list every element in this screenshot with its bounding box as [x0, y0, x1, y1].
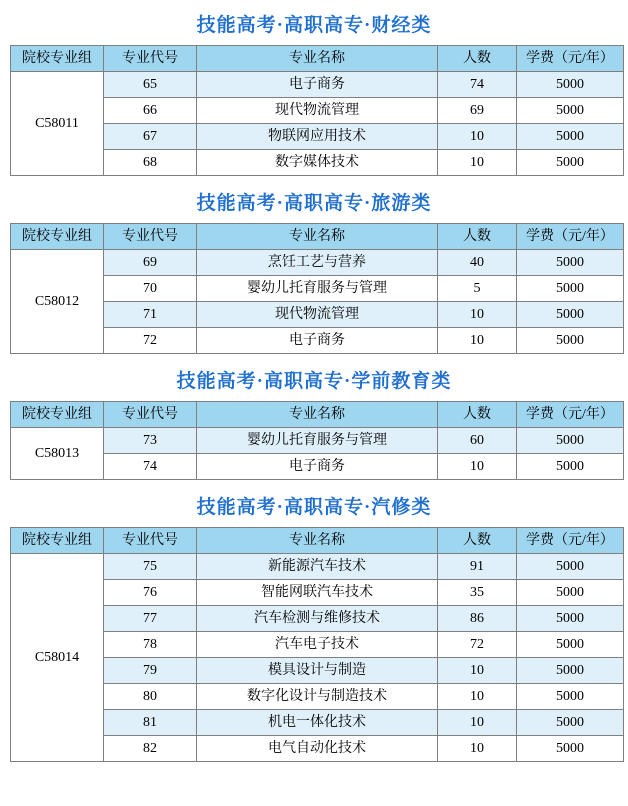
column-header-code: 专业代号 [104, 224, 197, 250]
table-header-row [11, 224, 624, 250]
column-header-name: 专业名称 [197, 46, 438, 72]
major-fee: 5000 [517, 684, 624, 710]
major-fee: 5000 [517, 632, 624, 658]
table-row [11, 554, 624, 580]
major-fee: 5000 [517, 250, 624, 276]
column-header-code: 专业代号 [104, 402, 197, 428]
major-count: 10 [438, 658, 517, 684]
table-row [11, 428, 624, 454]
table-header-row [11, 46, 624, 72]
majors-table [10, 401, 624, 480]
group-code-cell: C58011 [11, 72, 104, 176]
column-header-fee: 学费（元/年） [517, 224, 624, 250]
column-header-group: 院校专业组 [11, 528, 104, 554]
section-title: 技能高考·高职高专·汽修类 [196, 497, 432, 518]
major-name: 汽车电子技术 [197, 632, 438, 658]
column-header-group: 院校专业组 [11, 402, 104, 428]
major-count: 91 [438, 554, 517, 580]
major-count: 10 [438, 124, 517, 150]
major-code: 77 [104, 606, 197, 632]
column-header-fee: 学费（元/年） [517, 528, 624, 554]
major-name: 电子商务 [197, 454, 438, 480]
major-name: 模具设计与制造 [197, 658, 438, 684]
major-count: 10 [438, 302, 517, 328]
major-code: 78 [104, 632, 197, 658]
column-header-fee: 学费（元/年） [517, 402, 624, 428]
major-code: 67 [104, 124, 197, 150]
majors-table [10, 45, 624, 176]
major-fee: 5000 [517, 72, 624, 98]
major-fee: 5000 [517, 736, 624, 762]
major-code: 81 [104, 710, 197, 736]
major-count: 74 [438, 72, 517, 98]
major-fee: 5000 [517, 302, 624, 328]
major-fee: 5000 [517, 276, 624, 302]
major-name: 电气自动化技术 [197, 736, 438, 762]
major-name: 现代物流管理 [197, 98, 438, 124]
major-name: 物联网应用技术 [197, 124, 438, 150]
section-lvyou [10, 178, 618, 354]
major-count: 10 [438, 684, 517, 710]
column-header-code: 专业代号 [104, 528, 197, 554]
major-name: 婴幼儿托育服务与管理 [197, 276, 438, 302]
column-header-count: 人数 [438, 46, 517, 72]
column-header-group: 院校专业组 [11, 46, 104, 72]
major-count: 10 [438, 454, 517, 480]
table-row [11, 250, 624, 276]
major-count: 72 [438, 632, 517, 658]
major-fee: 5000 [517, 658, 624, 684]
major-count: 10 [438, 328, 517, 354]
major-code: 66 [104, 98, 197, 124]
major-name: 烹饪工艺与营养 [197, 250, 438, 276]
major-count: 60 [438, 428, 517, 454]
major-name: 汽车检测与维修技术 [197, 606, 438, 632]
major-name: 现代物流管理 [197, 302, 438, 328]
major-name: 数字媒体技术 [197, 150, 438, 176]
major-name: 新能源汽车技术 [197, 554, 438, 580]
column-header-code: 专业代号 [104, 46, 197, 72]
major-name: 电子商务 [197, 72, 438, 98]
major-name: 电子商务 [197, 328, 438, 354]
major-name: 智能网联汽车技术 [197, 580, 438, 606]
major-code: 75 [104, 554, 197, 580]
major-code: 80 [104, 684, 197, 710]
column-header-count: 人数 [438, 224, 517, 250]
column-header-name: 专业名称 [197, 528, 438, 554]
group-code-cell: C58012 [11, 250, 104, 354]
major-code: 79 [104, 658, 197, 684]
major-name: 婴幼儿托育服务与管理 [197, 428, 438, 454]
major-code: 72 [104, 328, 197, 354]
major-fee: 5000 [517, 150, 624, 176]
group-code-cell: C58013 [11, 428, 104, 480]
table-header-row [11, 402, 624, 428]
major-code: 76 [104, 580, 197, 606]
section-qixiu [10, 482, 618, 762]
column-header-name: 专业名称 [197, 402, 438, 428]
major-fee: 5000 [517, 124, 624, 150]
major-fee: 5000 [517, 98, 624, 124]
major-fee: 5000 [517, 580, 624, 606]
major-count: 40 [438, 250, 517, 276]
major-fee: 5000 [517, 710, 624, 736]
major-code: 65 [104, 72, 197, 98]
major-count: 69 [438, 98, 517, 124]
column-header-group: 院校专业组 [11, 224, 104, 250]
section-title: 技能高考·高职高专·财经类 [196, 15, 432, 36]
major-count: 10 [438, 710, 517, 736]
major-fee: 5000 [517, 428, 624, 454]
major-code: 82 [104, 736, 197, 762]
group-code-cell: C58014 [11, 554, 104, 762]
major-fee: 5000 [517, 328, 624, 354]
major-count: 86 [438, 606, 517, 632]
major-count: 35 [438, 580, 517, 606]
section-title: 技能高考·高职高专·旅游类 [196, 193, 432, 214]
majors-table [10, 223, 624, 354]
major-code: 70 [104, 276, 197, 302]
major-code: 68 [104, 150, 197, 176]
major-fee: 5000 [517, 606, 624, 632]
column-header-count: 人数 [438, 528, 517, 554]
major-name: 机电一体化技术 [197, 710, 438, 736]
major-count: 10 [438, 150, 517, 176]
section-title: 技能高考·高职高专·学前教育类 [176, 371, 452, 392]
major-code: 71 [104, 302, 197, 328]
major-fee: 5000 [517, 554, 624, 580]
column-header-name: 专业名称 [197, 224, 438, 250]
major-count: 5 [438, 276, 517, 302]
section-caijing [10, 0, 618, 176]
table-header-row [11, 528, 624, 554]
major-code: 74 [104, 454, 197, 480]
column-header-count: 人数 [438, 402, 517, 428]
major-name: 数字化设计与制造技术 [197, 684, 438, 710]
major-code: 69 [104, 250, 197, 276]
column-header-fee: 学费（元/年） [517, 46, 624, 72]
major-count: 10 [438, 736, 517, 762]
majors-table [10, 527, 624, 762]
section-xueqian [10, 356, 618, 480]
major-fee: 5000 [517, 454, 624, 480]
major-code: 73 [104, 428, 197, 454]
table-row [11, 72, 624, 98]
